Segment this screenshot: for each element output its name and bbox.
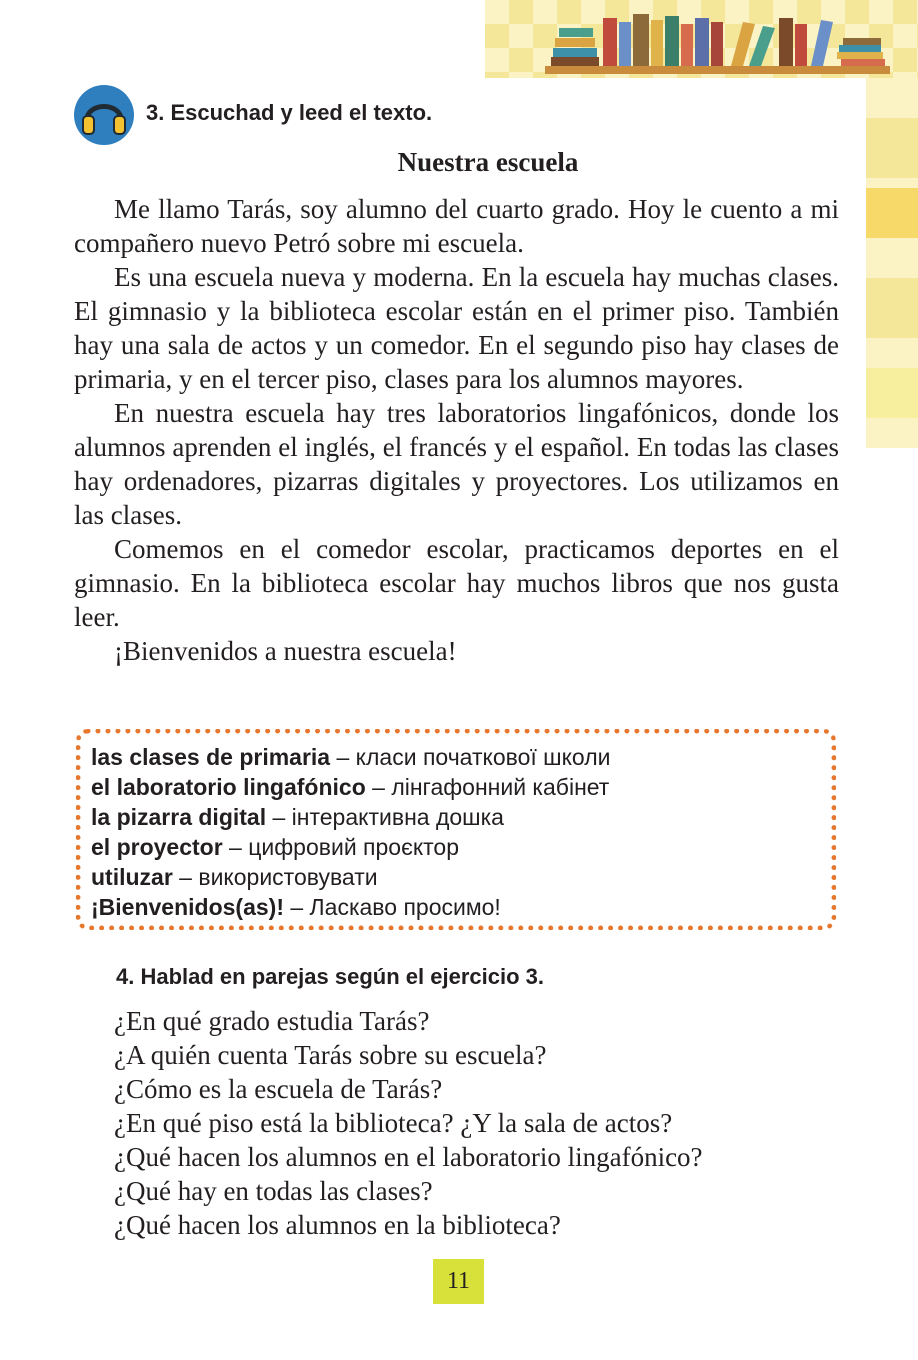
vocabulary-translation: – класи початкової школи xyxy=(330,744,611,770)
vocabulary-translation: – лінгафонний кабінет xyxy=(365,774,610,800)
vocabulary-translation: – Ласкаво просимо! xyxy=(283,894,501,920)
vocabulary-term: ¡Bienvenidos(as)! xyxy=(91,894,284,920)
vocabulary-entry xyxy=(91,862,610,892)
question: ¿Qué hacen los alumnos en el laboratorio lingafónico? xyxy=(114,1142,703,1172)
exercise-4-title: 4. Hablad en parejas según el ejercicio 3. xyxy=(116,964,544,989)
vocabulary-entry xyxy=(91,772,610,802)
vocabulary-translation: – використовувати xyxy=(172,864,378,890)
headphones-icon xyxy=(73,84,135,146)
question: ¿Qué hay en todas las clases? xyxy=(114,1176,433,1206)
question: ¿A quién cuenta Tarás sobre su escuela? xyxy=(114,1040,547,1070)
page-number: 11 xyxy=(433,1259,484,1304)
vocabulary-term: las clases de primaria xyxy=(91,744,331,770)
vocabulary-entry xyxy=(91,892,610,922)
vocabulary-entry xyxy=(91,742,610,772)
question: ¿En qué grado estudia Tarás? xyxy=(114,1006,430,1036)
text-title: Nuestra escuela xyxy=(397,147,579,177)
vocabulary-list xyxy=(91,742,610,922)
paragraph: Es una escuela nueva y moderna. En la escuela hay muchas clases. El gimnasio y la biblioteca escolar están en el primer piso. También hay una sala de actos y un comedor. En el segundo piso hay clases de primaria, y en el tercer piso, clases para los alumnos mayores. xyxy=(74,262,839,394)
exercise-3-title: 3. Escuchad y leed el texto. xyxy=(146,100,433,125)
vocabulary-translation: – інтерактивна дошка xyxy=(266,804,504,830)
vocabulary-entry xyxy=(91,802,610,832)
question: ¿Cómo es la escuela de Tarás? xyxy=(114,1074,443,1104)
vocabulary-translation: – цифровий проєктор xyxy=(222,834,460,860)
vocabulary-term: la pizarra digital xyxy=(91,804,267,830)
vocabulary-term: el proyector xyxy=(91,834,223,860)
question-list xyxy=(114,1004,703,1242)
vocabulary-entry xyxy=(91,832,610,862)
vocabulary-term: utiluzar xyxy=(91,864,173,890)
question: ¿Qué hacen los alumnos en la biblioteca? xyxy=(114,1210,561,1240)
paragraph: ¡Bienvenidos a nuestra escuela! xyxy=(114,636,457,666)
paragraph: Me llamo Tarás, soy alumno del cuarto grado. Hoy le cuento a mi compañero nuevo Petró sobre mi escuela. xyxy=(74,194,839,258)
vocabulary-term: el laboratorio lingafónico xyxy=(91,774,366,800)
paragraph: En nuestra escuela hay tres laboratorios lingafónicos, donde los alumnos aprenden el inglés, el francés y el español. En todas las clases hay ordenadores, pizarras digitales y proyectores. Los utilizamos en las clases. xyxy=(74,398,839,530)
reading-text xyxy=(74,192,839,668)
paragraph: Comemos en el comedor escolar, practicamos deportes en el gimnasio. En la biblioteca escolar hay muchos libros que nos gusta leer. xyxy=(74,534,839,632)
decorative-side-strip xyxy=(866,78,918,448)
bookshelf-illustration xyxy=(545,8,890,76)
question: ¿En qué piso está la biblioteca? ¿Y la sala de actos? xyxy=(114,1108,673,1138)
